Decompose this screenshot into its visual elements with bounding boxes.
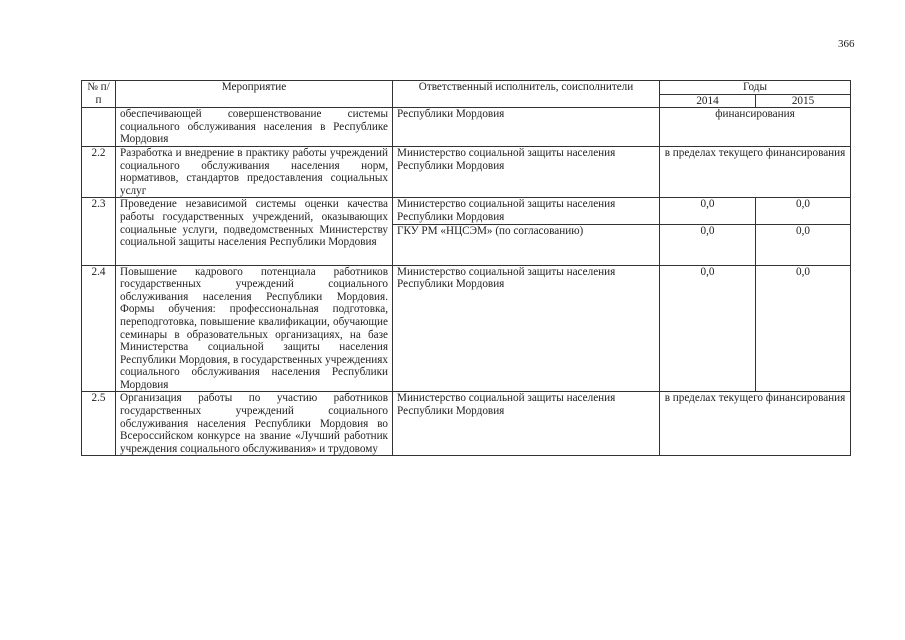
row-measure: Проведение независимой системы оценки качества работы государственных учреждений, оказывающих социальные услуги, подведомственных Министерству социальной защиты населения Республики Мордовия	[116, 198, 393, 265]
row-funding: в пределах текущего финансирования	[660, 392, 851, 456]
row-measure: Повышение кадрового потенциала работников государственных учреждений социального обслуживания населения Республики Мордовия. Формы обучения: профессиональная подготовка, переподготовка, повышение квалификации, обучающие семинары в образовательных организациях, на базе Министерства социальной защиты населения Республики Мордовия, в государственных учреждениях социального обслуживания населения Республики Мордовия	[116, 265, 393, 392]
table-row	[82, 108, 851, 147]
row-executor: Республики Мордовия	[393, 108, 660, 147]
table-row	[82, 392, 851, 456]
row-value-2014: 0,0	[660, 198, 756, 224]
row-value-2014: 0,0	[660, 265, 756, 392]
row-measure: Разработка и внедрение в практику работы учреждений социального обслуживания населения норм, нормативов, стандартов предоставления социальных услуг	[116, 146, 393, 197]
row-num: 2.2	[82, 146, 116, 197]
row-value-2015: 0,0	[756, 198, 851, 224]
row-executor: Министерство социальной защиты населения Республики Мордовия	[393, 146, 660, 197]
row-measure: обеспечивающей совершенствование системы социального обслуживания населения в Республике Мордовия	[116, 108, 393, 147]
row-funding: финансирования	[660, 108, 851, 147]
table-row	[82, 265, 851, 392]
row-executor: Министерство социальной защиты населения Республики Мордовия	[393, 392, 660, 456]
row-num: 2.3	[82, 198, 116, 265]
header-num: № п/п	[82, 81, 116, 108]
page-number: 366	[838, 38, 855, 50]
row-value-2015: 0,0	[756, 224, 851, 265]
row-measure: Организация работы по участию работников государственных учреждений социального обслуживания населения Республики Мордовия во Всероссийском конкурсе на звание «Лучший работник учреждения социального обслуживания» и трудовому	[116, 392, 393, 456]
row-executor: ГКУ РМ «НЦСЭМ» (по согласованию)	[393, 224, 660, 265]
row-executor: Министерство социальной защиты населения Республики Мордовия	[393, 265, 660, 392]
row-value-2014: 0,0	[660, 224, 756, 265]
header-measure: Мероприятие	[116, 81, 393, 108]
table-row	[82, 198, 851, 224]
table-header-row	[82, 81, 851, 95]
header-year-2015: 2015	[756, 94, 851, 108]
measures-table	[81, 80, 851, 456]
header-years: Годы	[660, 81, 851, 95]
row-value-2015: 0,0	[756, 265, 851, 392]
row-num	[82, 108, 116, 147]
header-year-2014: 2014	[660, 94, 756, 108]
row-funding: в пределах текущего финансирования	[660, 146, 851, 197]
row-num: 2.5	[82, 392, 116, 456]
header-executor: Ответственный исполнитель, соисполнители	[393, 81, 660, 108]
table-row	[82, 146, 851, 197]
row-num: 2.4	[82, 265, 116, 392]
row-executor: Министерство социальной защиты населения Республики Мордовия	[393, 198, 660, 224]
